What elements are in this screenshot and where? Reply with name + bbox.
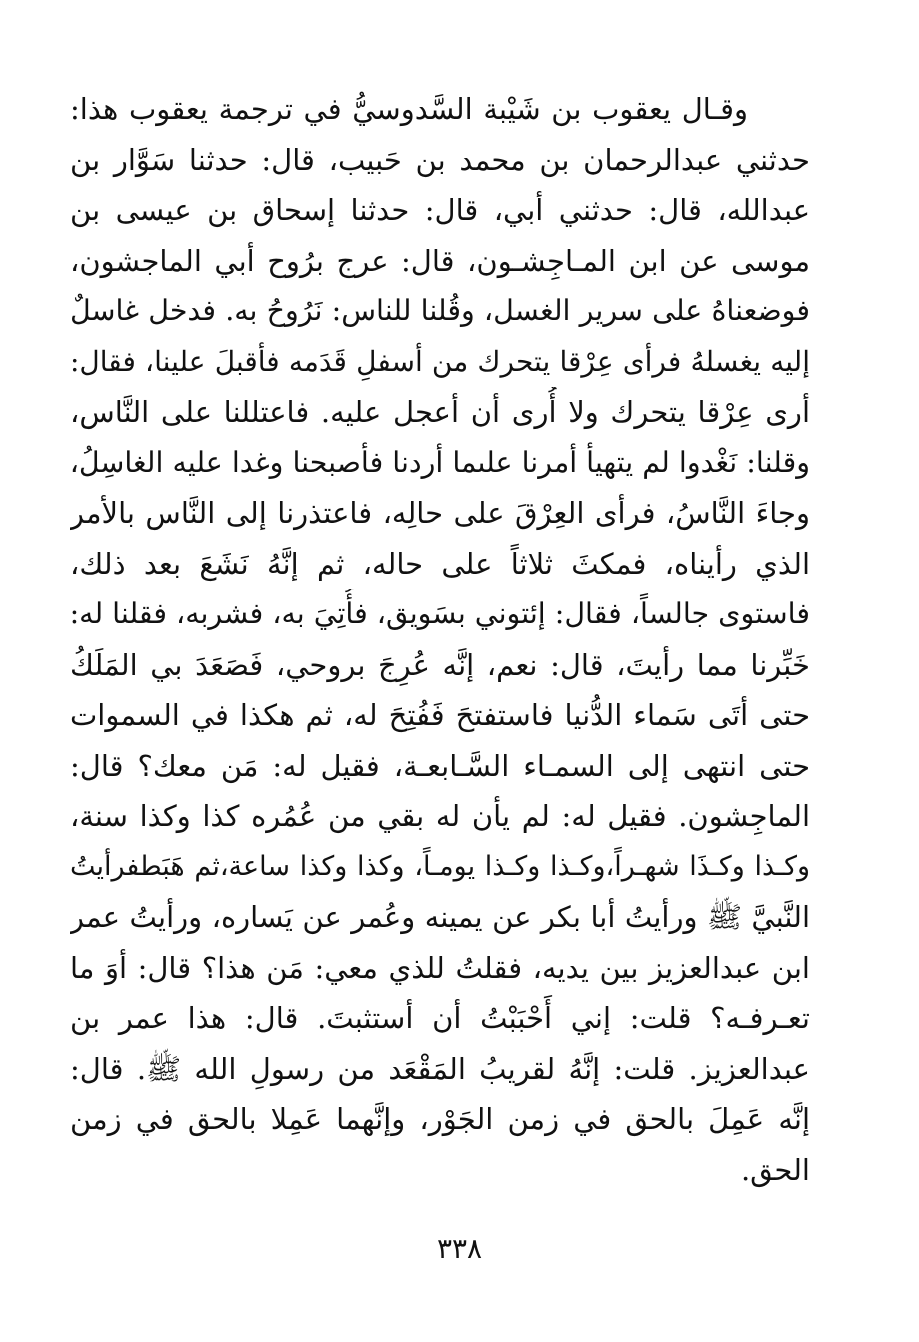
page-number: ٣٣٨ (436, 1232, 483, 1265)
text-line: موسى عن ابن المـاجِشـون، قال: عرج برُوح أبي الماجشون، (70, 243, 810, 278)
text-line: تعـرفـه؟ قلت: إني أَحْبَبْتُ أن أستثبتَ. قال: هذا عمر بن (70, 1001, 810, 1035)
text-line: فاستوى جالساً، فقال: إئتوني بسَويق، فأُتِيَ به، فشربه، فقلنا له: (70, 597, 810, 630)
text-line: أرى عِرْقا يتحرك ولا أُرى أن أعجل عليه. فاعتللنا على النَّاس، (70, 395, 810, 429)
text-line: حدثني عبدالرحمان بن محمد بن حَبيب، قال: حدثنا سَوَّار بن (70, 142, 810, 177)
text-line: الماجِشون. فقيل له: لم يأن له بقي من عُمُره كذا وكذا سنة، (70, 799, 810, 833)
text-line: حتى انتهى إلى السمـاء السَّـابعـة، فقيل له: مَن معك؟ قال: (70, 748, 810, 783)
text-line: إليه يغسلهُ فرأى عِرْقا يتحرك من أسفلِ قَدَمه فأقبلَ علينا، فقال: (70, 344, 810, 378)
text-line: خَبِّرنا مما رأيتَ، قال: نعم، إنَّه عُرِجَ بروحي، فَصَعَدَ بي المَلَكُ (70, 647, 810, 682)
text-line: الحق. (740, 1152, 810, 1187)
text-line: الذي رأيناه، فمكثَ ثلاثاً على حاله، ثم إنَّهُ نَشَعَ بعد ذلك، (70, 546, 810, 581)
text-line: عبدالله، قال: حدثني أبي، قال: حدثنا إسحاق بن عيسى بن (70, 193, 810, 227)
text-line: فوضعناهُ على سرير الغسل، وقُلنا للناس: نَرُوحُ به. فدخل غاسلٌ (70, 294, 810, 327)
text-line: وجاءَ النَّاسُ، فرأى العِرْقَ على حالِه، فاعتذرنا إلى النَّاس بالأمر (70, 496, 810, 530)
text-line: وقلنا: نَغْدوا لم يتهيأ أمرنا علىما أردنا فأصبحنا وغدا عليه الغاسِلُ، (70, 445, 810, 479)
text-line: النَّبيَّ ﷺ ورأيتُ أبا بكر عن يمينه وعُمر عن يَساره، ورأيتُ عمر (70, 900, 810, 934)
text-line: ابن عبدالعزيز بين يديه، فقلتُ للذي معي: مَن هذا؟ قال: أوَ ما (70, 950, 810, 985)
text-line: عبدالعزيز. قلت: إنَّهُ لقريبُ المَقْعَد من رسولِ الله ﷺ. قال: (70, 1051, 810, 1086)
text-line: إنَّه عَمِلَ بالحق في زمن الجَوْر، وإنَّهما عَمِلا بالحق في زمن (70, 1102, 810, 1136)
text-line: وكـذا وكـذَا شهـراً،وكـذا وكـذا يومـاً، وكذا وكذا ساعة،ثم هَبَطفرأيتُ (70, 850, 810, 882)
body-text (70, 84, 810, 1195)
text-line: وقـال يعقوب بن شَيْبة السَّدوسيُّ في ترجمة يعقوب هذا: (70, 92, 748, 126)
text-line: حتى أتَى سَماء الدُّنيا فاستفتحَ فَفُتِحَ له، ثم هكذا في السموات (70, 698, 810, 732)
